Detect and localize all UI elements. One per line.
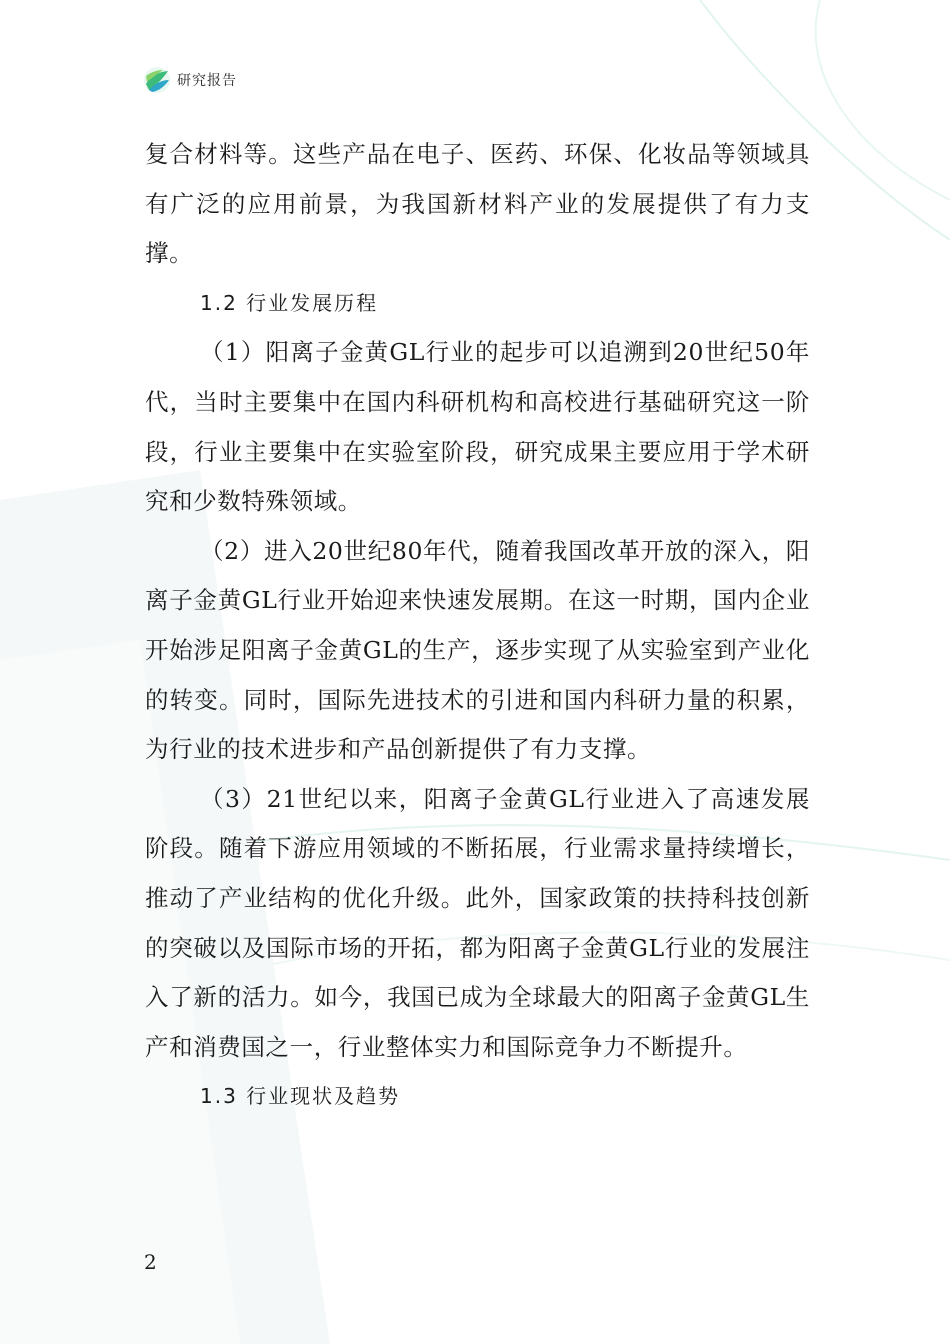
report-logo-icon: [143, 66, 171, 94]
header-title: 研究报告: [177, 73, 237, 89]
paragraph-history-3: （3）21世纪以来，阳离子金黄GL行业进入了高速发展阶段。随着下游应用领域的不断拓展，行业需求量持续增长，推动了产业结构的优化升级。此外，国家政策的扶持科技创新的突破以及国际市场的开拓，都为阳离子金黄GL行业的发展注入了新的活力。如今，我国已成为全球最大的阳离子金黄GL生产和消费国之一，行业整体实力和国际竞争力不断提升。: [145, 784, 810, 1061]
paragraph-continuation: 复合材料等。这些产品在电子、医药、环保、化妆品等领域具有广泛的应用前景，为我国新材料产业的发展提供了有力支撑。: [145, 140, 810, 268]
document-body: [145, 130, 810, 1122]
section-heading-1-3: 1.3 行业现状及趋势: [200, 1084, 401, 1109]
page-number: 2: [144, 1250, 157, 1274]
report-header: [143, 66, 237, 94]
paragraph-history-2: （2）进入20世纪80年代，随着我国改革开放的深入，阳离子金黄GL行业开始迎来快速发展期。在这一时期，国内企业开始涉足阳离子金黄GL的生产，逐步实现了从实验室到产业化的转变。同时，国际先进技术的引进和国内科研力量的积累，为行业的技术进步和产品创新提供了有力支撑。: [145, 536, 810, 764]
section-heading-1-2: 1.2 行业发展历程: [200, 290, 379, 315]
paragraph-history-1: （1）阳离子金黄GL行业的起步可以追溯到20世纪50年代，当时主要集中在国内科研机构和高校进行基础研究这一阶段，行业主要集中在实验室阶段，研究成果主要应用于学术研究和少数特殊领域。: [145, 338, 810, 516]
